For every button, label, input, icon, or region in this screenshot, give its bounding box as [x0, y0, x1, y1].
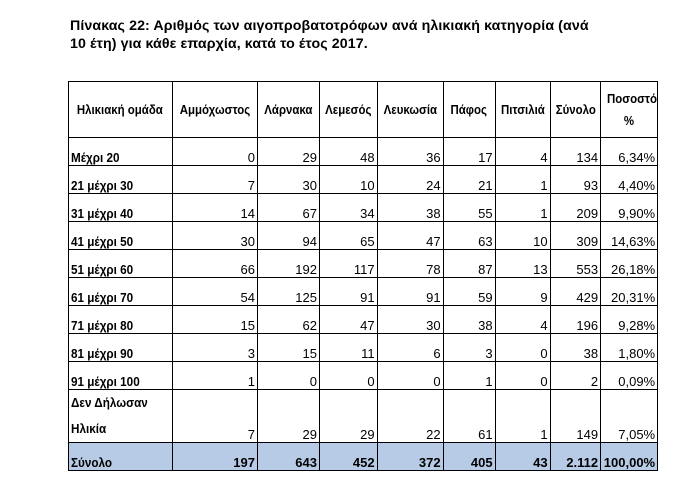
column-header [258, 82, 320, 138]
table-cell: 62 [258, 306, 320, 334]
table-row [69, 390, 658, 443]
row-label-text: 61 μέχρι 70 [71, 290, 134, 305]
table-cell: 2.112 [550, 443, 601, 471]
row-label [69, 306, 173, 334]
table-cell: 0 [320, 362, 378, 390]
table-cell: 38 [443, 306, 495, 334]
row-label-text: 81 μέχρι 90 [71, 346, 134, 361]
table-cell: 24 [377, 166, 443, 194]
table-cell: 553 [550, 250, 601, 278]
table-cell: 7 [173, 390, 258, 443]
table-cell: 66 [173, 250, 258, 278]
table-cell: 55 [443, 194, 495, 222]
table-cell: 197 [173, 443, 258, 471]
table-cell: 309 [550, 222, 601, 250]
table-cell: 4 [495, 306, 550, 334]
column-header [173, 82, 258, 138]
table-cell: 117 [320, 250, 378, 278]
total-row [69, 443, 658, 471]
table-cell: 6 [377, 334, 443, 362]
table-cell: 192 [258, 250, 320, 278]
table-cell: 1 [495, 390, 550, 443]
row-label [69, 194, 173, 222]
table-cell: 134 [550, 138, 601, 166]
table-cell: 14 [173, 194, 258, 222]
table-cell: 48 [320, 138, 378, 166]
column-header-text: Αμμόχωστος [179, 102, 251, 117]
table-cell: 15 [173, 306, 258, 334]
row-label [69, 250, 173, 278]
table-cell: 30 [258, 166, 320, 194]
table-cell: 54 [173, 278, 258, 306]
column-header-text: Ηλικιακή ομάδα [76, 102, 163, 117]
column-header [320, 82, 378, 138]
row-label [69, 390, 173, 443]
table-cell: 11 [320, 334, 378, 362]
column-header-text: Σύνολο [555, 102, 596, 117]
column-header-text: Πιτσιλιά [500, 102, 545, 117]
table-cell: 405 [443, 443, 495, 471]
table-cell: 94 [258, 222, 320, 250]
column-header [601, 82, 658, 138]
table-cell: 1 [495, 194, 550, 222]
table-cell: 36 [377, 138, 443, 166]
table-cell: 10 [320, 166, 378, 194]
table-body [69, 138, 658, 471]
table-cell: 0 [377, 362, 443, 390]
table-cell: 0 [495, 334, 550, 362]
row-label-text: 31 μέχρι 40 [71, 206, 134, 221]
table-cell: 7,05% [601, 390, 658, 443]
table-row [69, 166, 658, 194]
column-header-text: Λεμεσός [325, 102, 372, 117]
table-cell: 65 [320, 222, 378, 250]
row-label-text: Δεν Δήλωσαν Ηλικία [71, 395, 148, 436]
table-cell: 0 [173, 138, 258, 166]
row-label-text: 21 μέχρι 30 [71, 178, 134, 193]
table-row [69, 278, 658, 306]
row-label-text: 91 μέχρι 100 [71, 374, 140, 389]
table-cell: 4,40% [601, 166, 658, 194]
table-cell: 9 [495, 278, 550, 306]
table-cell: 209 [550, 194, 601, 222]
table-cell: 13 [495, 250, 550, 278]
table-row [69, 194, 658, 222]
column-header [443, 82, 495, 138]
row-label-text: Μέχρι 20 [71, 150, 120, 165]
table-cell: 3 [173, 334, 258, 362]
column-header [495, 82, 550, 138]
row-label [69, 278, 173, 306]
table-cell: 30 [173, 222, 258, 250]
table-cell: 10 [495, 222, 550, 250]
header-row [69, 82, 658, 138]
table-cell: 0 [258, 362, 320, 390]
table-cell: 4 [495, 138, 550, 166]
table-title [70, 17, 670, 53]
table-row [69, 250, 658, 278]
row-label [69, 138, 173, 166]
row-label [69, 166, 173, 194]
table-row [69, 138, 658, 166]
table-cell: 30 [377, 306, 443, 334]
table-cell: 87 [443, 250, 495, 278]
table-cell: 67 [258, 194, 320, 222]
table-cell: 6,34% [601, 138, 658, 166]
table-cell: 125 [258, 278, 320, 306]
table-cell: 38 [550, 334, 601, 362]
table-cell: 9,90% [601, 194, 658, 222]
table-cell: 0 [495, 362, 550, 390]
row-label [69, 334, 173, 362]
column-header-text: Ποσοστό % [607, 90, 658, 128]
column-header-text: Λάρνακα [264, 102, 313, 117]
column-header [69, 82, 173, 138]
table-cell: 63 [443, 222, 495, 250]
table-cell: 61 [443, 390, 495, 443]
table-cell: 0,09% [601, 362, 658, 390]
table-cell: 38 [377, 194, 443, 222]
table-cell: 93 [550, 166, 601, 194]
table-cell: 1,80% [601, 334, 658, 362]
table-cell: 34 [320, 194, 378, 222]
column-header-text: Λευκωσία [383, 102, 437, 117]
table-cell: 43 [495, 443, 550, 471]
table-cell: 26,18% [601, 250, 658, 278]
table-cell: 15 [258, 334, 320, 362]
table-cell: 47 [320, 306, 378, 334]
row-label-text: Σύνολο [71, 455, 113, 470]
table-row [69, 222, 658, 250]
row-label-text: 41 μέχρι 50 [71, 234, 134, 249]
table-cell: 29 [320, 390, 378, 443]
data-table [68, 81, 658, 471]
row-label [69, 443, 173, 471]
table-cell: 643 [258, 443, 320, 471]
table-cell: 78 [377, 250, 443, 278]
title-line-1: Πίνακας 22: Αριθμός των αιγοπροβατοτρόφων ανά ηλικιακή κατηγορία (ανά [70, 18, 589, 34]
table-cell: 149 [550, 390, 601, 443]
table-cell: 452 [320, 443, 378, 471]
table-cell: 21 [443, 166, 495, 194]
table-cell: 29 [258, 390, 320, 443]
column-header [550, 82, 601, 138]
table-row [69, 306, 658, 334]
title-line-2: 10 έτη) για κάθε επαρχία, κατά το έτος 2017. [70, 36, 368, 52]
table-row [69, 334, 658, 362]
table-cell: 196 [550, 306, 601, 334]
table-cell: 14,63% [601, 222, 658, 250]
table-cell: 2 [550, 362, 601, 390]
table-cell: 3 [443, 334, 495, 362]
table-cell: 22 [377, 390, 443, 443]
row-label-text: 51 μέχρι 60 [71, 262, 134, 277]
table-cell: 1 [173, 362, 258, 390]
table-cell: 429 [550, 278, 601, 306]
table-cell: 17 [443, 138, 495, 166]
column-header [377, 82, 443, 138]
table-cell: 91 [377, 278, 443, 306]
table-cell: 47 [377, 222, 443, 250]
table-cell: 91 [320, 278, 378, 306]
table-cell: 7 [173, 166, 258, 194]
row-label [69, 222, 173, 250]
table-cell: 59 [443, 278, 495, 306]
table-cell: 1 [495, 166, 550, 194]
column-header-text: Πάφος [450, 102, 488, 117]
table-row [69, 362, 658, 390]
table-cell: 1 [443, 362, 495, 390]
table-cell: 29 [258, 138, 320, 166]
table-cell: 9,28% [601, 306, 658, 334]
row-label [69, 362, 173, 390]
table-cell: 100,00% [601, 443, 658, 471]
table-cell: 20,31% [601, 278, 658, 306]
row-label-text: 71 μέχρι 80 [71, 318, 134, 333]
table-cell: 372 [377, 443, 443, 471]
